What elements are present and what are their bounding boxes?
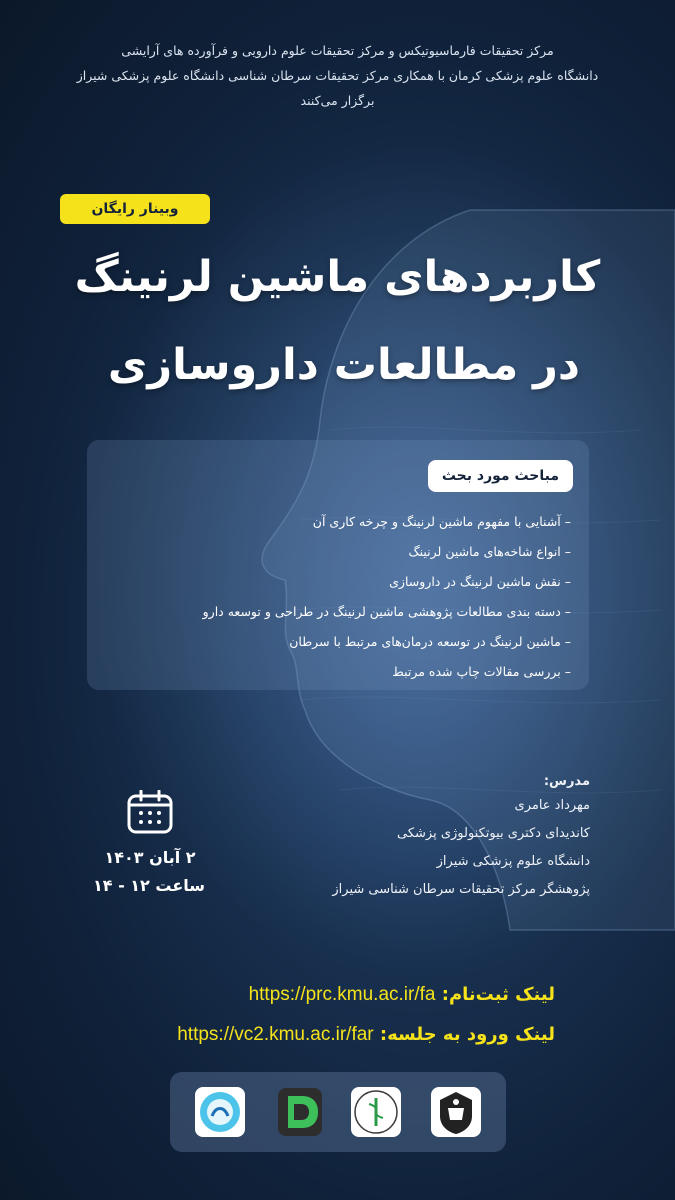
calendar-icon	[127, 790, 173, 834]
logos-bar	[170, 1072, 506, 1152]
instructor-university: دانشگاه علوم پزشکی شیراز	[436, 854, 590, 869]
instructor-affiliation: پژوهشگر مرکز تحقیقات سرطان شناسی شیراز	[332, 882, 590, 897]
topic-item: – نقش ماشین لرنینگ در داروسازی	[389, 574, 571, 589]
topics-list	[203, 510, 571, 690]
topic-item: – آشنایی با مفهوم ماشین لرنینگ و چرخه کاری آن	[312, 514, 571, 529]
topic-item: – دسته بندی مطالعات پژوهشی ماشین لرنینگ در طراحی و توسعه دارو	[202, 604, 571, 619]
join-url-link[interactable]: https://vc2.kmu.ac.ir/far	[177, 1024, 374, 1045]
instructor-name: مهرداد عامری	[514, 798, 590, 813]
schedule-block	[92, 790, 205, 900]
pharmacy-faculty-logo	[350, 1086, 402, 1138]
instructor-info	[332, 772, 590, 904]
organizers-line-2: دانشگاه علوم پزشکی کرمان با همکاری مرکز تحقیقات سرطان شناسی دانشگاه علوم پزشکی شیراز	[76, 68, 599, 83]
d-logo	[274, 1086, 326, 1138]
topic-item: – بررسی مقالات چاپ شده مرتبط	[392, 664, 571, 679]
register-label: لینک ثبت‌نام:	[441, 984, 555, 1005]
topic-item: – انواع شاخه‌های ماشین لرنینگ	[408, 544, 571, 559]
register-link-row[interactable]	[249, 984, 555, 1006]
title-line-1: کاربردهای ماشین لرنینگ	[74, 252, 601, 302]
event-time: ساعت ۱۲ - ۱۴	[92, 876, 205, 895]
join-label: لینک ورود به جلسه:	[379, 1024, 555, 1045]
instructor-label: مدرس:	[543, 774, 590, 789]
instructor-degree: کاندیدای دکتری بیوتکنولوژی پزشکی	[397, 826, 590, 841]
research-center-logo-1	[194, 1086, 246, 1138]
organizers-line-1: مرکز تحقیقات فارماسیوتیکس و مرکز تحقیقات علوم دارویی و فرآورده های آرایشی	[121, 43, 554, 58]
event-date: ۲ آبان ۱۴۰۳	[104, 848, 196, 867]
join-link-row[interactable]	[177, 1024, 555, 1046]
topic-item: – ماشین لرنینگ در توسعه درمان‌های مرتبط با سرطان	[289, 634, 571, 649]
university-seal-logo	[430, 1086, 482, 1138]
title-line-2: در مطالعات داروسازی	[107, 340, 580, 390]
topics-heading: مباحث مورد بحث	[428, 460, 573, 492]
free-webinar-badge: وبینار رایگان	[60, 194, 210, 224]
organizers-line-3: برگزار می‌کنند	[300, 93, 375, 108]
organizers-header	[40, 38, 635, 113]
topics-panel	[87, 440, 589, 690]
register-url-link[interactable]: https://prc.kmu.ac.ir/fa	[248, 984, 436, 1005]
